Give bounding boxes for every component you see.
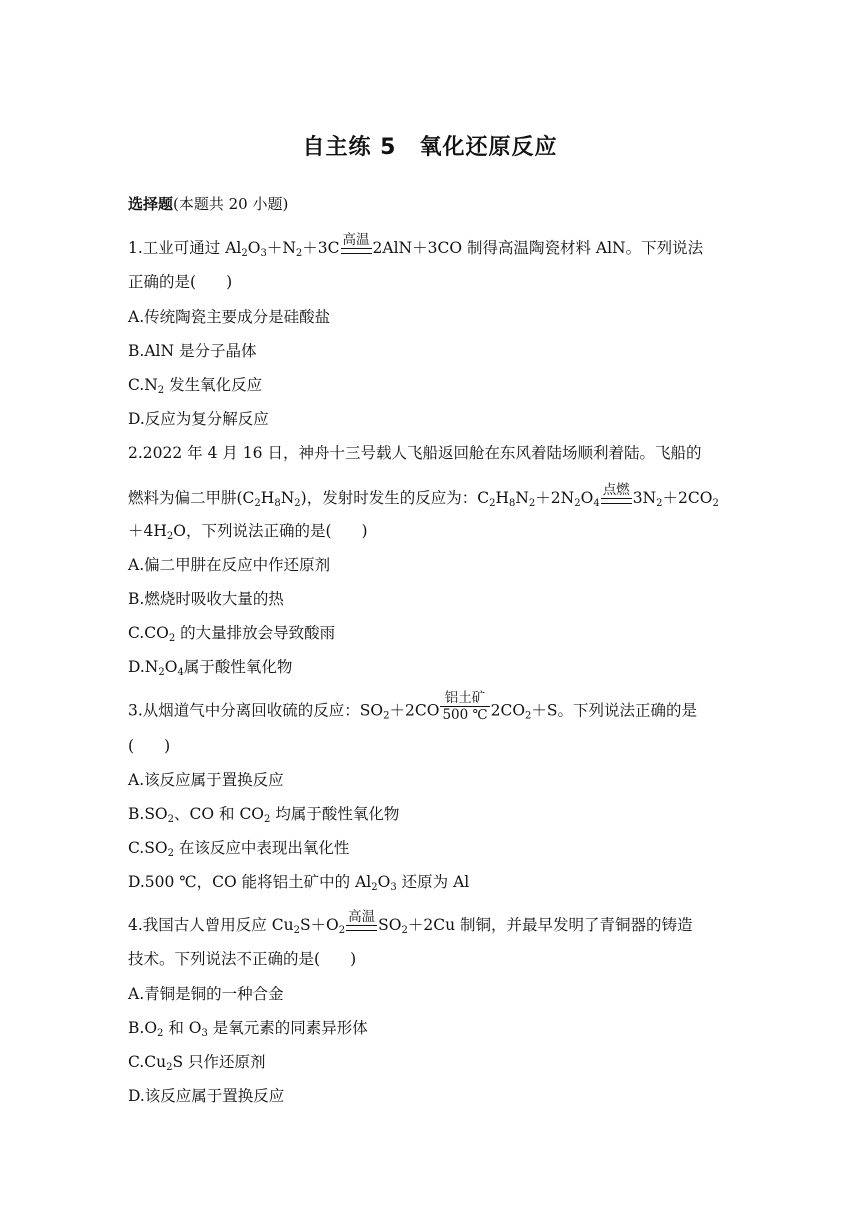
q4-option-a: A.青铜是铜的一种合金 [128,985,284,1003]
q4-option-b: $B.O_2$ 和 $O_3$ 是氧元素的同素异形体 [128,1019,368,1039]
q2-option-a: A.偏二甲肼在反应中作还原剂 [128,556,331,574]
q4-option-d: D.该反应属于置换反应 [128,1087,285,1105]
section-heading [128,193,288,215]
section-label: 选择题 [128,195,174,213]
q1-option-b: B.AlN 是分子晶体 [128,342,257,360]
q4-stem-line1: 4.我国古人曾用反应 $Cu_2S+O_2$ 高温 $SO_2+2Cu$ 制铜，并最早发明了青铜器的铸造 [128,909,693,936]
q3-option-b: $B.SO_2$、CO 和 $CO_2$ 均属于酸性氧化物 [128,805,400,825]
q1-stem-line2: 正确的是( ) [128,273,233,291]
q1-option-a: A.传统陶瓷主要成分是硅酸盐 [128,308,331,326]
q4-reaction-condition: 高温 [346,916,377,936]
q4-option-c: $C.Cu_2S$ 只作还原剂 [128,1053,266,1073]
q4-stem-line2: 技术。下列说法不正确的是( ) [128,950,357,968]
section-note: (本题共 20 小题) [173,195,289,213]
q1-option-d: D.反应为复分解反应 [128,410,269,428]
page-title: 自主练 5 氧化还原反应 [302,135,558,160]
q3-stem-line1: 3.从烟道气中分离回收硫的反应：$SO_2+2CO$ $\frac{\text{铝土矿}}{500 ℃}$ $2CO_2+S$。下列说法正确的是 [128,697,697,726]
q3-option-c: $C.SO_2$ 在该反应中表现出氧化性 [128,839,350,859]
q3-stem-line2: ( ) [128,737,171,755]
q1-reaction-condition: 高温 [341,239,372,259]
q2-stem-line1: 2.2022 年 4 月 16 日，神舟十三号载人飞船返回舱在东风着陆场顺利着陆。飞船的 [128,444,702,462]
q2-reaction-condition: 点燃 [601,489,632,509]
q3-reaction-condition: $\frac{\text{铝土矿}}{500 ℃}$ [442,690,488,723]
q3-option-a: A.该反应属于置换反应 [128,771,284,789]
q2-option-d: $D.N_2O_4$属于酸性氧化物 [128,658,293,678]
q2-option-b: B.燃烧时吸收大量的热 [128,590,284,608]
q2-stem-line2: 燃料为偏二甲肼$(C_2H_8N_2)$，发射时发生的反应为：$C_2H_8N_2+2N_2O_4$ 点燃 $3N_2+2CO_2$ [128,482,719,509]
q2-option-c: $C.CO_2$ 的大量排放会导致酸雨 [128,624,336,644]
q3-option-d: D.500 ℃，CO 能将铝土矿中的 $Al_2O_3$ 还原为 Al [128,873,470,893]
q1-option-c: $C.N_2$ 发生氧化反应 [128,376,263,396]
q2-stem-line3: $+4H_2O$，下列说法正确的是( ) [128,522,368,542]
q1-stem-line1: 1.工业可通过 $Al_2O_3+N_2+3C$ 高温 2AlN＋3CO 制得高温陶瓷材料 AlN。下列说法 [128,232,704,259]
